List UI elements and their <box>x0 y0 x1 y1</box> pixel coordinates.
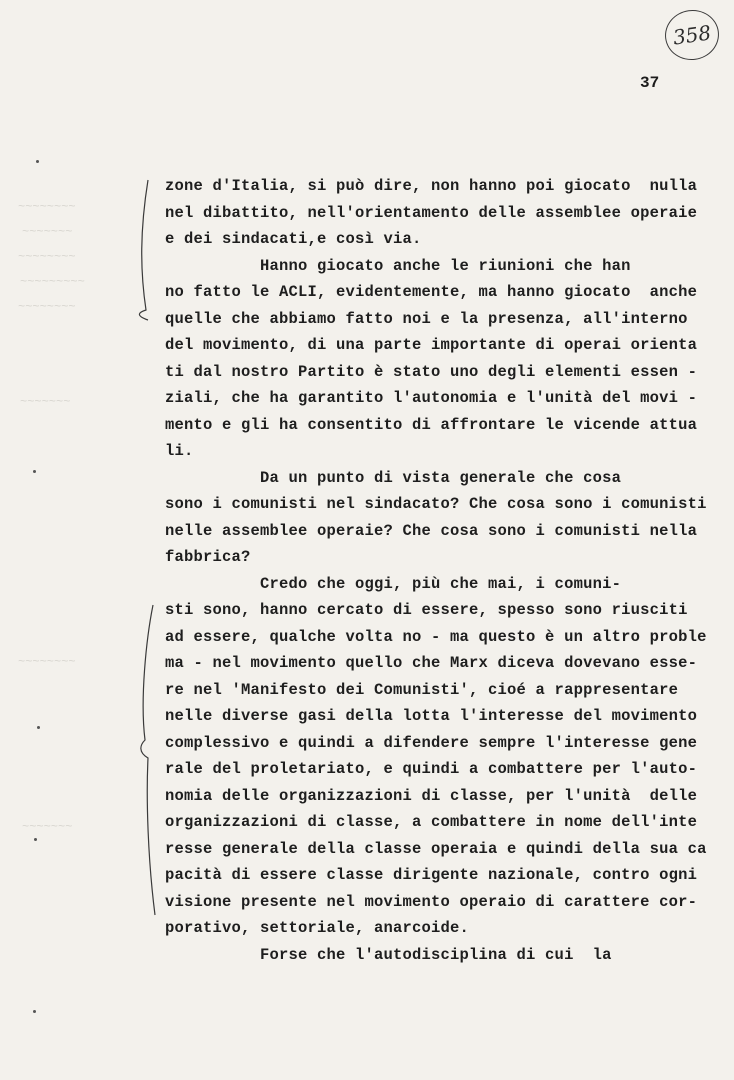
text-line: re nel 'Manifesto dei Comunisti', cioé a rappresentare <box>165 681 679 699</box>
text-line: pacità di essere classe dirigente nazionale, contro ogni <box>165 866 698 884</box>
text-line: sono i comunisti nel sindacato? Che cosa sono i comunisti <box>165 495 707 513</box>
document-page: 358 37 ~~~~~~~~ ~~~~~~~ ~~~~~~~~ ~~~~~~~~~ ~~~~~~~~ ~~~~~~~ ~~~~~~~~ ~~~~~~~ zone d'Italia, si può dire, non hanno poi giocato nulla nel dibattito, nell'orientamento delle assemblee operaie e dei sindacati,e così via. Hanno giocato anche le riunioni che han no fatto le ACLI, evidentemente, ma hanno giocato anche quelle che abbiamo fatto noi e la presenza, all'interno del movimento, di una parte importante di operai orienta ti dal nostro Partito è stato uno degli elementi essen - ziali, che ha garantito l'autonomia e l'unità del movi - mento e gli ha consentito di affrontare le vicende attua li. Da un punto di vista generale che cosa sono i comunisti nel sindacato? Che cosa sono i comunisti nelle assemblee operaie? Che cosa sono i comunisti nella fabbrica? Credo che oggi, più che mai, i comuni- sti sono, hanno cercato di essere, spesso sono riusciti ad essere, qualche volta no - ma questo è un altro proble ma - nel movimento quello che Marx diceva dovevano esse- re nel 'Manifesto dei Comunisti', cioé a rappresentare nelle diverse gasi della lotta l'interesse del movimento complessivo e quindi a difendere sempre l'interesse gene rale del proletariato, e quindi a combattere per l'auto- nomia delle organizzazioni di classe, per l'unità delle organizzazioni di classe, a combattere in nome dell'inte resse generale della classe operaia e quindi della sua ca pacità di essere classe dirigente nazionale, contro ogni visione presente nel movimento operaio di carattere cor- porativo, settoriale, anarcoide. Forse che l'autodisciplina di cui la <box>0 0 734 1080</box>
text-line: porativo, settoriale, anarcoide. <box>165 919 470 937</box>
text-line: no fatto le ACLI, evidentemente, ma hanno giocato anche <box>165 283 698 301</box>
text-line: del movimento, di una parte importante di operai orienta <box>165 336 698 354</box>
text-line: li. <box>165 442 194 460</box>
text-line: ziali, che ha garantito l'autonomia e l'unità del movi - <box>165 389 698 407</box>
text-line: Da un punto di vista generale che cosa <box>165 469 622 487</box>
text-line: visione presente nel movimento operaio di carattere cor- <box>165 893 698 911</box>
text-line: zone d'Italia, si può dire, non hanno poi giocato nulla <box>165 177 698 195</box>
text-line: nelle diverse gasi della lotta l'interesse del movimento <box>165 707 698 725</box>
text-line: ma - nel movimento quello che Marx diceva dovevano esse- <box>165 654 698 672</box>
text-line: complessivo e quindi a difendere sempre l'interesse gene <box>165 734 698 752</box>
text-line: mento e gli ha consentito di affrontare le vicende attua <box>165 416 698 434</box>
text-line: fabbrica? <box>165 548 251 566</box>
text-line: Credo che oggi, più che mai, i comuni- <box>165 575 622 593</box>
text-line: e dei sindacati,e così via. <box>165 230 422 248</box>
text-line: ti dal nostro Partito è stato uno degli elementi essen - <box>165 363 698 381</box>
text-line: nel dibattito, nell'orientamento delle assemblee operaie <box>165 204 698 222</box>
text-line: nomia delle organizzazioni di classe, per l'unità delle <box>165 787 698 805</box>
text-line: Hanno giocato anche le riunioni che han <box>165 257 631 275</box>
text-line: resse generale della classe operaia e quindi della sua ca <box>165 840 707 858</box>
text-line: nelle assemblee operaie? Che cosa sono i comunisti nella <box>165 522 698 540</box>
text-line: sti sono, hanno cercato di essere, spesso sono riusciti <box>165 601 688 619</box>
archive-stamp: 358 <box>662 6 722 63</box>
text-line: organizzazioni di classe, a combattere in nome dell'inte <box>165 813 698 831</box>
text-line: quelle che abbiamo fatto noi e la presenza, all'interno <box>165 310 688 328</box>
page-number: 37 <box>640 74 660 92</box>
text-line: ad essere, qualche volta no - ma questo è un altro proble <box>165 628 707 646</box>
text-line: Forse che l'autodisciplina di cui la <box>165 946 612 964</box>
text-line: rale del proletariato, e quindi a combattere per l'auto- <box>165 760 698 778</box>
